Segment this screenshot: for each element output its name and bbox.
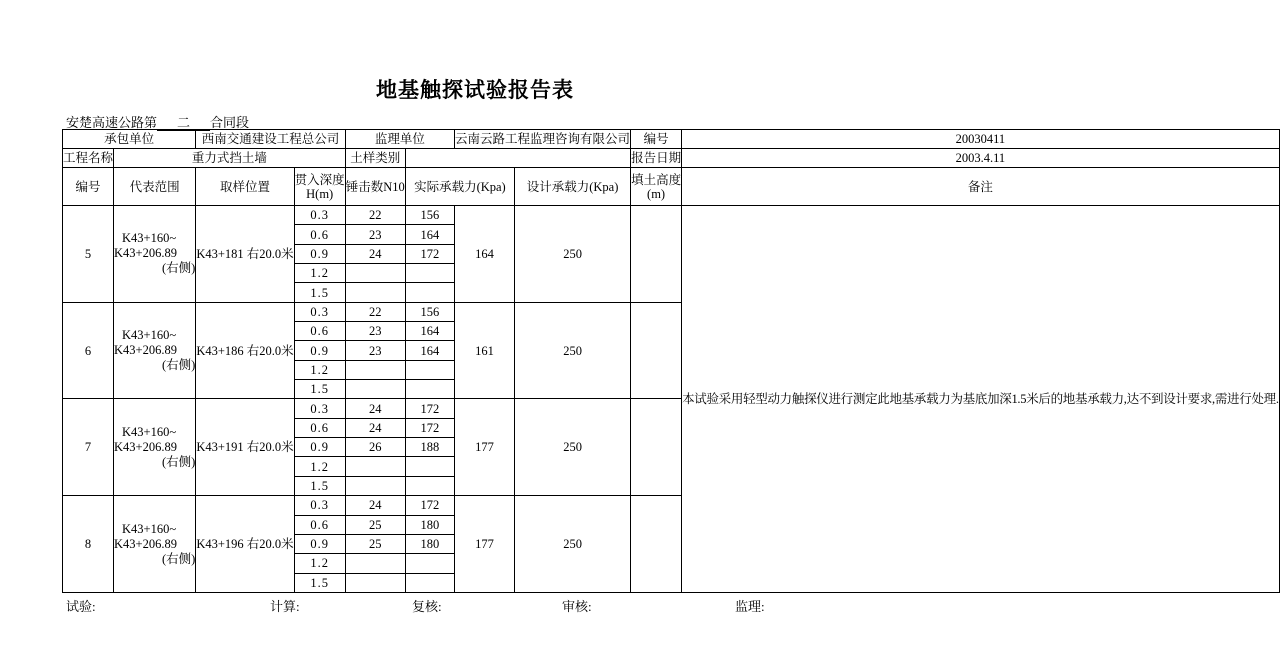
hammer-count: 22	[345, 206, 405, 225]
penetration-depth: 0.6	[294, 418, 345, 437]
test-number: 8	[63, 496, 114, 593]
hammer-count: 24	[345, 244, 405, 263]
penetration-depth: 1.2	[294, 360, 345, 379]
sample-position: K43+181 右20.0米	[196, 206, 294, 303]
contractor-value: 西南交通建设工程总公司	[196, 130, 345, 149]
fill-height	[631, 206, 682, 303]
design-bearing-capacity: 250	[515, 496, 631, 593]
test-number: 5	[63, 206, 114, 303]
bearing-value: 156	[405, 206, 454, 225]
bearing-value: 180	[405, 515, 454, 534]
representative-range	[114, 496, 196, 593]
bearing-value: 156	[405, 302, 454, 321]
range-line2: K43+206.89	[114, 439, 177, 454]
sample-position: K43+186 右20.0米	[196, 302, 294, 399]
header-position: 取样位置	[196, 168, 294, 206]
range-line1: K43+160~	[122, 328, 177, 343]
penetration-depth: 0.3	[294, 206, 345, 225]
range-line2: K43+206.89	[114, 536, 177, 551]
header-design: 设计承载力(Kpa)	[515, 168, 631, 206]
bearing-value: 172	[405, 244, 454, 263]
fill-height	[631, 399, 682, 496]
supervisor-value: 云南云路工程监理咨询有限公司	[455, 130, 631, 149]
range-line1: K43+160~	[122, 521, 177, 536]
penetration-depth: 0.6	[294, 515, 345, 534]
header-depth-line2: H(m)	[306, 186, 334, 201]
hammer-count	[345, 476, 405, 495]
penetration-depth: 0.9	[294, 438, 345, 457]
auditor-label: 审核:	[562, 599, 592, 614]
bearing-value	[405, 264, 454, 283]
hammer-count	[345, 360, 405, 379]
range-line2: K43+206.89	[114, 246, 177, 261]
info-row-1	[63, 130, 1280, 149]
penetration-depth: 1.5	[294, 573, 345, 592]
penetration-depth: 0.3	[294, 399, 345, 418]
subtitle-prefix: 安楚高速公路第	[66, 115, 158, 130]
header-actual: 实际承载力(Kpa)	[405, 168, 514, 206]
hammer-count: 22	[345, 302, 405, 321]
supervisor-label: 监理单位	[345, 130, 454, 149]
contractor-label: 承包单位	[63, 130, 196, 149]
hammer-count: 23	[345, 341, 405, 360]
project-name-label: 工程名称	[63, 149, 114, 168]
header-hammer: 锤击数N10	[345, 168, 405, 206]
hammer-count	[345, 573, 405, 592]
design-bearing-capacity: 250	[515, 302, 631, 399]
remark-text: 本试验采用轻型动力触探仪进行测定此地基承载力为基底加深1.5米后的地基承载力,达不到设计要求,需进行处理.	[682, 206, 1280, 593]
bearing-value	[405, 573, 454, 592]
bearing-value	[405, 554, 454, 573]
hammer-count	[345, 264, 405, 283]
range-line3: (右侧)	[162, 358, 196, 373]
table-row	[63, 206, 1280, 225]
range-line1: K43+160~	[122, 231, 177, 246]
header-depth	[294, 168, 345, 206]
header-remark: 备注	[682, 168, 1280, 206]
report-number-label: 编号	[631, 130, 682, 149]
bearing-value	[405, 476, 454, 495]
report-date-label: 报告日期	[631, 149, 682, 168]
bearing-value: 172	[405, 496, 454, 515]
actual-bearing-capacity: 177	[455, 399, 515, 496]
header-fill-line1: 填土高度	[631, 172, 682, 187]
representative-range	[114, 302, 196, 399]
design-bearing-capacity: 250	[515, 206, 631, 303]
actual-bearing-capacity: 177	[455, 496, 515, 593]
bearing-value: 188	[405, 438, 454, 457]
representative-range	[114, 206, 196, 303]
range-line2: K43+206.89	[114, 343, 177, 358]
soil-type-value	[405, 149, 630, 168]
penetration-depth: 1.5	[294, 476, 345, 495]
bearing-value: 172	[405, 418, 454, 437]
actual-bearing-capacity: 164	[455, 206, 515, 303]
hammer-count	[345, 554, 405, 573]
penetration-depth: 0.9	[294, 244, 345, 263]
bearing-value	[405, 457, 454, 476]
hammer-count: 26	[345, 438, 405, 457]
penetration-depth: 1.5	[294, 283, 345, 302]
reviewer-label: 复核:	[412, 599, 442, 614]
hammer-count: 24	[345, 399, 405, 418]
range-line3: (右侧)	[162, 551, 196, 566]
header-no: 编号	[63, 168, 114, 206]
supervisor-sign-label: 监理:	[735, 599, 765, 614]
bearing-value: 172	[405, 399, 454, 418]
bearing-value: 164	[405, 225, 454, 244]
hammer-count: 25	[345, 534, 405, 553]
penetration-depth: 0.9	[294, 534, 345, 553]
column-header-row	[63, 168, 1280, 206]
header-range: 代表范围	[114, 168, 196, 206]
hammer-count	[345, 380, 405, 399]
hammer-count: 23	[345, 225, 405, 244]
project-name-value: 重力式挡土墙	[114, 149, 346, 168]
bearing-value	[405, 380, 454, 399]
penetration-depth: 0.3	[294, 496, 345, 515]
hammer-count: 24	[345, 496, 405, 515]
penetration-depth: 0.6	[294, 225, 345, 244]
contract-section-number: 二	[157, 116, 210, 131]
penetration-depth: 0.3	[294, 302, 345, 321]
test-number: 6	[63, 302, 114, 399]
penetration-depth: 0.9	[294, 341, 345, 360]
range-line3: (右侧)	[162, 261, 196, 276]
report-date-value: 2003.4.11	[682, 149, 1280, 168]
penetration-depth: 1.2	[294, 264, 345, 283]
header-fill-height	[631, 168, 682, 206]
calculator-label: 计算:	[270, 599, 300, 614]
bearing-value: 180	[405, 534, 454, 553]
subtitle-suffix: 合同段	[210, 115, 250, 130]
header-fill-line2: (m)	[647, 186, 666, 201]
hammer-count: 25	[345, 515, 405, 534]
penetration-depth: 1.5	[294, 380, 345, 399]
hammer-count: 24	[345, 418, 405, 437]
representative-range	[114, 399, 196, 496]
range-line3: (右侧)	[162, 454, 196, 469]
report-title: 地基触探试验报告表	[376, 78, 574, 102]
soil-type-label: 土样类别	[345, 149, 405, 168]
penetration-depth: 1.2	[294, 457, 345, 476]
bearing-value: 164	[405, 341, 454, 360]
bearing-value	[405, 283, 454, 302]
bearing-value	[405, 360, 454, 379]
header-depth-line1: 贯入深度	[294, 172, 345, 187]
hammer-count	[345, 457, 405, 476]
info-row-2	[63, 149, 1280, 168]
bearing-value: 164	[405, 322, 454, 341]
test-number: 7	[63, 399, 114, 496]
report-table	[62, 129, 1280, 593]
design-bearing-capacity: 250	[515, 399, 631, 496]
hammer-count	[345, 283, 405, 302]
sample-position: K43+191 右20.0米	[196, 399, 294, 496]
report-number-value: 20030411	[682, 130, 1280, 149]
fill-height	[631, 496, 682, 593]
tester-label: 试验:	[66, 599, 96, 614]
penetration-depth: 0.6	[294, 322, 345, 341]
sample-position: K43+196 右20.0米	[196, 496, 294, 593]
penetration-depth: 1.2	[294, 554, 345, 573]
range-line1: K43+160~	[122, 424, 177, 439]
fill-height	[631, 302, 682, 399]
actual-bearing-capacity: 161	[455, 302, 515, 399]
hammer-count: 23	[345, 322, 405, 341]
